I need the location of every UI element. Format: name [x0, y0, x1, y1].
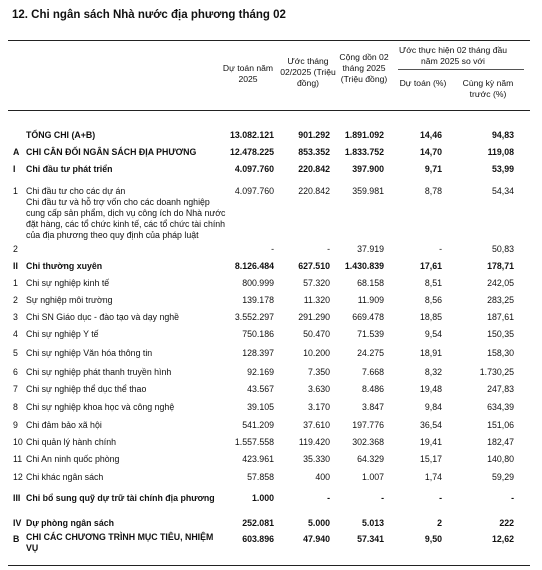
estimate-value: 139.178 — [242, 295, 274, 305]
row-code: 1 — [13, 186, 18, 196]
monthly-value: - — [327, 244, 330, 254]
pct-vs-last-year: 182,47 — [487, 437, 514, 447]
estimate-value: 57.858 — [247, 472, 274, 482]
row-code: IV — [13, 518, 22, 528]
row-label: Chi thường xuyên — [26, 261, 103, 271]
estimate-value: 252.081 — [242, 518, 274, 528]
monthly-value: 7.350 — [307, 367, 330, 377]
row-code: 10 — [13, 437, 23, 447]
pct-vs-last-year: 54,34 — [491, 186, 514, 196]
cumulative-value: 68.158 — [357, 278, 384, 288]
pct-vs-last-year: 12,62 — [491, 534, 514, 544]
pct-vs-last-year: 94,83 — [491, 130, 514, 140]
cumulative-value: 64.329 — [357, 454, 384, 464]
cumulative-value: - — [381, 493, 384, 503]
pct-vs-estimate: 18,85 — [419, 312, 442, 322]
monthly-value: 50.470 — [303, 329, 330, 339]
estimate-value: 800.999 — [242, 278, 274, 288]
cumulative-value: 1.891.092 — [344, 130, 384, 140]
cumulative-value: 1.430.839 — [344, 261, 384, 271]
pct-vs-estimate: 9,54 — [424, 329, 442, 339]
pct-vs-last-year: 247,83 — [487, 384, 514, 394]
row-code: 2 — [13, 244, 18, 254]
row-label: Dự phòng ngân sách — [26, 518, 114, 528]
row-label: Chi sự nghiệp thể dục thể thao — [26, 384, 147, 394]
pct-vs-estimate: 18,91 — [419, 348, 442, 358]
estimate-value: 423.961 — [242, 454, 274, 464]
pct-vs-last-year: 119,08 — [487, 147, 514, 157]
top-rule — [8, 40, 530, 41]
row-label: Chi sự nghiệp kinh tế — [26, 278, 110, 288]
pct-vs-estimate: 15,17 — [419, 454, 442, 464]
row-label: Chi sự nghiệp khoa học và công nghệ — [26, 402, 175, 412]
row-label: TỔNG CHI (A+B) — [26, 130, 96, 140]
pct-vs-last-year: - — [511, 493, 514, 503]
row-label: CHI CÁC CHƯƠNG TRÌNH MỤC TIÊU, NHIỆM VỤ — [26, 532, 214, 553]
monthly-value: 10.200 — [303, 348, 330, 358]
pct-vs-last-year: 634,39 — [487, 402, 514, 412]
row-label: Chi đầu tư và hỗ trợ vốn cho các doanh nghiệp cung cấp sản phẩm, dịch vụ công ích do Nhà nước đặt hàng, các tổ chức kinh tế, các tổ chức tài chính của địa phương theo quy định của pháp luật — [26, 197, 226, 240]
row-code: 4 — [13, 329, 18, 339]
pct-vs-estimate: 9,50 — [424, 534, 442, 544]
pct-vs-estimate: 8,51 — [424, 278, 442, 288]
estimate-value: 1.000 — [251, 493, 274, 503]
header-estimate: Dự toán năm 2025 — [222, 63, 274, 84]
row-code: B — [13, 534, 20, 544]
cumulative-value: 1.833.752 — [344, 147, 384, 157]
report-title: 12. Chi ngân sách Nhà nước địa phương tháng 02 — [12, 9, 286, 21]
header-rule — [8, 110, 530, 111]
monthly-value: 400 — [315, 472, 330, 482]
estimate-value: 43.567 — [247, 384, 274, 394]
pct-vs-estimate: 8,78 — [424, 186, 442, 196]
pct-vs-estimate: 8,56 — [424, 295, 442, 305]
pct-vs-estimate: 36,54 — [419, 420, 442, 430]
row-code: A — [13, 147, 20, 157]
header-cumulative: Cộng dồn 02 tháng 2025 (Triệu đồng) — [339, 52, 389, 84]
cumulative-value: 8.486 — [361, 384, 384, 394]
bottom-rule — [8, 565, 530, 566]
estimate-value: 541.209 — [242, 420, 274, 430]
pct-vs-estimate: - — [439, 244, 442, 254]
estimate-value: 4.097.760 — [234, 164, 274, 174]
cumulative-value: 1.007 — [361, 472, 384, 482]
monthly-value: 3.170 — [307, 402, 330, 412]
estimate-value: 8.126.484 — [234, 261, 274, 271]
estimate-value: 12.478.225 — [229, 147, 274, 157]
row-label: Chi bổ sung quỹ dự trữ tài chính địa phương — [26, 493, 215, 503]
row-code: 2 — [13, 295, 18, 305]
row-label: Chi sự nghiệp phát thanh truyền hình — [26, 367, 172, 377]
header-vs-estimate: Dự toán (%) — [399, 78, 447, 88]
row-label: CHI CÂN ĐỐI NGÂN SÁCH ĐỊA PHƯƠNG — [26, 147, 197, 157]
monthly-value: 853.352 — [298, 147, 330, 157]
cumulative-value: 397.900 — [352, 164, 384, 174]
row-label: Chi đảm bảo xã hội — [26, 420, 102, 430]
cumulative-value: 57.341 — [357, 534, 384, 544]
row-label: Chi đầu tư cho các dự án — [26, 186, 126, 196]
cumulative-value: 37.919 — [357, 244, 384, 254]
estimate-value: - — [271, 244, 274, 254]
header-monthly: Ước tháng 02/2025 (Triệu đồng) — [280, 56, 336, 88]
row-label: Chi đầu tư phát triển — [26, 164, 113, 174]
row-label: Chi An ninh quốc phòng — [26, 454, 120, 464]
pct-vs-estimate: 19,48 — [419, 384, 442, 394]
estimate-value: 39.105 — [247, 402, 274, 412]
pct-vs-last-year: 1.730,25 — [479, 367, 514, 377]
cumulative-value: 669.478 — [352, 312, 384, 322]
pct-vs-last-year: 242,05 — [487, 278, 514, 288]
pct-vs-last-year: 222 — [499, 518, 514, 528]
pct-vs-estimate: 9,84 — [424, 402, 442, 412]
row-label: Chi sự nghiệp Y tế — [26, 329, 99, 339]
monthly-value: 11.320 — [303, 295, 330, 305]
estimate-value: 128.397 — [242, 348, 274, 358]
row-code: 6 — [13, 367, 18, 377]
monthly-value: 35.330 — [303, 454, 330, 464]
row-code: 12 — [13, 472, 23, 482]
cumulative-value: 71.539 — [357, 329, 384, 339]
monthly-value: 3.630 — [307, 384, 330, 394]
monthly-value: - — [327, 493, 330, 503]
pct-vs-last-year: 50,83 — [491, 244, 514, 254]
pct-vs-estimate: 1,74 — [424, 472, 442, 482]
cumulative-value: 197.776 — [352, 420, 384, 430]
cumulative-value: 11.909 — [357, 295, 384, 305]
row-code: 5 — [13, 348, 18, 358]
row-code: I — [13, 164, 16, 174]
row-code: II — [13, 261, 18, 271]
row-code: III — [13, 493, 21, 503]
row-code: 7 — [13, 384, 18, 394]
monthly-value: 901.292 — [298, 130, 330, 140]
monthly-value: 627.510 — [298, 261, 330, 271]
cumulative-value: 7.668 — [361, 367, 384, 377]
header-vs-last-year: Cùng kỳ năm trước (%) — [462, 78, 514, 99]
row-label: Chi quản lý hành chính — [26, 437, 116, 447]
pct-vs-last-year: 59,29 — [491, 472, 514, 482]
row-label: Chi SN Giáo dục - đào tạo và dạy nghề — [26, 312, 180, 322]
monthly-value: 37.610 — [303, 420, 330, 430]
row-code: 9 — [13, 420, 18, 430]
monthly-value: 291.290 — [298, 312, 330, 322]
estimate-value: 13.082.121 — [229, 130, 274, 140]
header-group-rule — [398, 69, 524, 70]
pct-vs-last-year: 283,25 — [487, 295, 514, 305]
estimate-value: 4.097.760 — [234, 186, 274, 196]
pct-vs-estimate: 2 — [437, 518, 442, 528]
row-label: Chi sự nghiệp Văn hóa thông tin — [26, 348, 153, 358]
monthly-value: 220.842 — [298, 164, 330, 174]
row-code: 11 — [13, 454, 23, 464]
cumulative-value: 359.981 — [352, 186, 384, 196]
pct-vs-last-year: 158,30 — [487, 348, 514, 358]
pct-vs-estimate: 9,71 — [424, 164, 442, 174]
estimate-value: 1.557.558 — [234, 437, 274, 447]
pct-vs-last-year: 187,61 — [487, 312, 514, 322]
monthly-value: 119.420 — [298, 437, 330, 447]
row-code: 8 — [13, 402, 18, 412]
cumulative-value: 3.847 — [361, 402, 384, 412]
estimate-value: 3.552.297 — [234, 312, 274, 322]
monthly-value: 47.940 — [303, 534, 330, 544]
row-label: Chi khác ngân sách — [26, 472, 104, 482]
pct-vs-last-year: 150,35 — [487, 329, 514, 339]
pct-vs-estimate: 8,32 — [424, 367, 442, 377]
cumulative-value: 5.013 — [361, 518, 384, 528]
pct-vs-last-year: 151,06 — [487, 420, 514, 430]
monthly-value: 57.320 — [303, 278, 330, 288]
pct-vs-last-year: 53,99 — [491, 164, 514, 174]
pct-vs-estimate: 14,70 — [419, 147, 442, 157]
pct-vs-estimate: 14,46 — [419, 130, 442, 140]
row-code: 1 — [13, 278, 18, 288]
pct-vs-estimate: - — [439, 493, 442, 503]
cumulative-value: 302.368 — [352, 437, 384, 447]
pct-vs-last-year: 140,80 — [487, 454, 514, 464]
estimate-value: 92.169 — [247, 367, 274, 377]
pct-vs-last-year: 178,71 — [487, 261, 514, 271]
monthly-value: 5.000 — [307, 518, 330, 528]
estimate-value: 750.186 — [242, 329, 274, 339]
row-label: Sự nghiệp môi trường — [26, 295, 113, 305]
pct-vs-estimate: 19,41 — [419, 437, 442, 447]
row-code: 3 — [13, 312, 18, 322]
monthly-value: 220.842 — [298, 186, 330, 196]
cumulative-value: 24.275 — [357, 348, 384, 358]
header-comparison-group: Ước thực hiện 02 tháng đầu năm 2025 so với — [398, 45, 508, 66]
estimate-value: 603.896 — [242, 534, 274, 544]
pct-vs-estimate: 17,61 — [419, 261, 442, 271]
